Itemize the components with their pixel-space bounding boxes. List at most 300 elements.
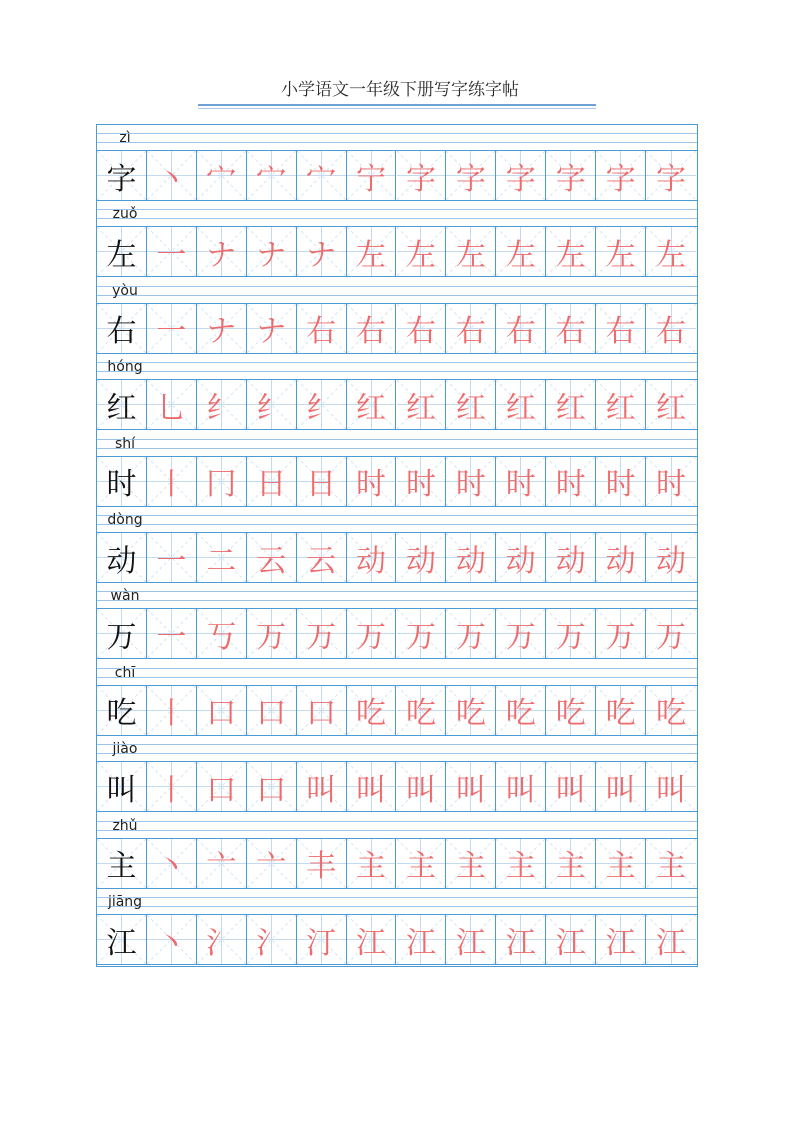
trace-cell [646,533,696,582]
trace-cell [596,227,646,276]
pinyin-label: shí [114,435,136,452]
trace-stroke-step: 主 [356,849,387,885]
pinyin-line [97,507,697,533]
trace-stroke-step: 字 [455,161,486,197]
trace-stroke-step: 右 [356,314,387,350]
trace-cell [397,839,447,888]
trace-stroke-step: 主 [405,849,436,885]
trace-cell [247,151,297,200]
trace-cell [646,304,696,353]
trace-stroke-step: 口 [206,772,237,808]
trace-stroke-step: 宀 [256,161,287,197]
practice-row [97,583,697,659]
trace-cell [147,686,197,735]
trace-stroke-step: 氵 [206,925,237,961]
pinyin-label: zì [119,130,131,146]
trace-cell [446,304,496,353]
trace-cell [496,839,546,888]
model-character: 主 [106,849,137,885]
trace-stroke-step: 亠 [206,849,237,885]
trace-cell [596,762,646,811]
practice-row [97,125,697,201]
writing-cells [97,457,697,507]
trace-stroke-step: 动 [605,543,636,579]
trace-cell [197,380,247,429]
trace-stroke-step: 叫 [505,772,536,808]
pinyin-label: chī [114,664,136,681]
trace-cell [297,457,347,506]
practice-row [97,813,697,889]
trace-cell [397,686,447,735]
practice-row [97,889,697,965]
trace-cell [496,457,546,506]
trace-stroke-step: 乚 [156,390,187,426]
trace-cell [147,609,197,658]
model-cell [97,380,147,429]
writing-cells [97,380,697,430]
trace-stroke-step: 左 [405,237,436,273]
trace-cell [397,533,447,582]
trace-stroke-step: 纟 [206,390,237,426]
writing-cells [97,762,697,812]
model-cell [97,609,147,658]
practice-row [97,431,697,507]
trace-stroke-step: 二 [206,543,237,579]
trace-cell [646,686,696,735]
trace-stroke-step: 字 [555,161,586,197]
trace-stroke-step: 主 [555,849,586,885]
trace-cell [347,762,397,811]
trace-stroke-step: ナ [256,237,287,273]
model-character: 左 [106,237,137,273]
trace-stroke-step: 纟 [306,390,337,426]
trace-cell [646,915,696,964]
trace-stroke-step: 吃 [356,696,387,732]
trace-stroke-step: 江 [505,925,536,961]
trace-stroke-step: 丶 [156,161,187,197]
trace-cell [247,609,297,658]
trace-cell [646,609,696,658]
trace-stroke-step: 叫 [356,772,387,808]
trace-cell [496,380,546,429]
trace-stroke-step: 江 [405,925,436,961]
trace-stroke-step: 右 [505,314,536,350]
practice-row [97,201,697,277]
trace-stroke-step: 主 [505,849,536,885]
trace-stroke-step: 时 [455,467,486,503]
practice-row [97,660,697,736]
trace-cell [247,227,297,276]
trace-stroke-step: 纟 [256,390,287,426]
trace-cell [247,686,297,735]
pinyin-line [97,583,697,609]
trace-cell [397,151,447,200]
model-cell [97,686,147,735]
trace-cell [147,915,197,964]
trace-cell [646,457,696,506]
pinyin-label: yòu [112,282,138,299]
writing-cells [97,915,697,965]
practice-grid [96,124,698,967]
trace-cell [446,915,496,964]
trace-stroke-step: 宀 [306,161,337,197]
trace-cell [596,380,646,429]
trace-stroke-step: 时 [505,467,536,503]
trace-cell [297,915,347,964]
trace-cell [546,151,596,200]
trace-stroke-step: 动 [405,543,436,579]
practice-row [97,736,697,812]
trace-stroke-step: 吃 [605,696,636,732]
trace-stroke-step: 日 [306,467,337,503]
model-character: 红 [106,390,137,426]
trace-stroke-step: 万 [256,619,287,655]
trace-stroke-step: 吃 [405,696,436,732]
practice-row [97,507,697,583]
trace-stroke-step: 万 [656,619,687,655]
trace-cell [446,227,496,276]
trace-stroke-step: 左 [605,237,636,273]
pinyin-label: zuǒ [112,206,138,223]
model-cell [97,304,147,353]
trace-cell [446,839,496,888]
trace-stroke-step: 云 [306,543,337,579]
trace-cell [247,762,297,811]
trace-stroke-step: 江 [356,925,387,961]
trace-stroke-step: 红 [356,390,387,426]
trace-cell [197,227,247,276]
trace-cell [147,762,197,811]
trace-stroke-step: 江 [455,925,486,961]
trace-stroke-step: 冂 [206,467,237,503]
trace-cell [197,533,247,582]
trace-stroke-step: 时 [605,467,636,503]
model-cell [97,227,147,276]
trace-cell [546,915,596,964]
trace-cell [147,304,197,353]
trace-cell [596,686,646,735]
trace-cell [197,151,247,200]
trace-stroke-step: 江 [555,925,586,961]
trace-stroke-step: 左 [555,237,586,273]
writing-cells [97,533,697,583]
trace-stroke-step: 吃 [555,696,586,732]
trace-cell [397,380,447,429]
trace-cell [397,304,447,353]
trace-stroke-step: 动 [356,543,387,579]
trace-cell [646,839,696,888]
trace-stroke-step: 红 [605,390,636,426]
pinyin-line [97,278,697,304]
trace-stroke-step: 宁 [356,161,387,197]
trace-cell [546,762,596,811]
model-cell [97,915,147,964]
trace-cell [546,380,596,429]
trace-stroke-step: 叫 [605,772,636,808]
trace-cell [596,457,646,506]
trace-cell [347,686,397,735]
trace-stroke-step: 字 [605,161,636,197]
trace-stroke-step: 字 [405,161,436,197]
pinyin-line [97,813,697,839]
trace-stroke-step: 吃 [656,696,687,732]
trace-cell [247,380,297,429]
trace-stroke-step: 宀 [206,161,237,197]
trace-stroke-step: 丰 [306,849,337,885]
trace-cell [347,457,397,506]
model-character: 右 [106,314,137,350]
trace-cell [496,227,546,276]
trace-stroke-step: 亠 [256,849,287,885]
trace-cell [297,762,347,811]
trace-stroke-step: 口 [206,696,237,732]
trace-cell [247,533,297,582]
trace-cell [496,686,546,735]
trace-stroke-step: 右 [306,314,337,350]
trace-cell [496,533,546,582]
trace-stroke-step: 一 [156,314,187,350]
trace-cell [197,686,247,735]
trace-stroke-step: 万 [306,619,337,655]
trace-cell [297,151,347,200]
trace-cell [147,533,197,582]
trace-cell [496,151,546,200]
pinyin-line [97,201,697,227]
trace-cell [596,839,646,888]
trace-cell [496,304,546,353]
trace-cell [397,915,447,964]
trace-stroke-step: 丶 [156,849,187,885]
trace-stroke-step: 主 [605,849,636,885]
pinyin-line [97,125,697,151]
trace-stroke-step: 红 [656,390,687,426]
trace-cell [147,839,197,888]
trace-stroke-step: ナ [306,237,337,273]
title-underline-thin [198,108,596,109]
trace-cell [347,380,397,429]
trace-cell [446,762,496,811]
trace-cell [247,304,297,353]
trace-stroke-step: 红 [455,390,486,426]
trace-stroke-step: 叫 [455,772,486,808]
trace-stroke-step: 一 [156,237,187,273]
writing-cells [97,609,697,659]
trace-cell [397,227,447,276]
practice-row [97,354,697,430]
trace-stroke-step: 叫 [306,772,337,808]
trace-cell [446,151,496,200]
trace-cell [197,839,247,888]
trace-cell [297,686,347,735]
trace-stroke-step: 主 [656,849,687,885]
trace-cell [446,686,496,735]
trace-stroke-step: 叫 [656,772,687,808]
trace-cell [347,304,397,353]
trace-cell [646,762,696,811]
model-character: 时 [106,467,137,503]
trace-stroke-step: 氵 [256,925,287,961]
trace-cell [496,762,546,811]
trace-cell [247,915,297,964]
model-cell [97,839,147,888]
trace-cell [147,380,197,429]
trace-cell [646,380,696,429]
trace-stroke-step: 时 [356,467,387,503]
pinyin-label: dòng [107,512,143,528]
trace-stroke-step: 左 [356,237,387,273]
trace-cell [546,533,596,582]
trace-stroke-step: 左 [505,237,536,273]
trace-stroke-step: 丶 [156,925,187,961]
trace-cell [197,915,247,964]
trace-stroke-step: 红 [405,390,436,426]
model-character: 动 [106,543,137,579]
trace-stroke-step: 万 [555,619,586,655]
pinyin-line [97,431,697,457]
writing-cells [97,151,697,201]
model-cell [97,151,147,200]
trace-stroke-step: 红 [505,390,536,426]
trace-stroke-step: 叫 [555,772,586,808]
trace-stroke-step: 时 [656,467,687,503]
trace-cell [646,151,696,200]
trace-cell [147,227,197,276]
trace-cell [397,457,447,506]
pinyin-line [97,660,697,686]
pinyin-line [97,736,697,762]
trace-stroke-step: 万 [505,619,536,655]
writing-cells [97,304,697,354]
trace-cell [496,915,546,964]
trace-cell [446,533,496,582]
trace-cell [197,762,247,811]
trace-cell [297,533,347,582]
trace-cell [546,457,596,506]
trace-stroke-step: 丨 [156,696,187,732]
trace-stroke-step: ナ [256,314,287,350]
trace-cell [347,151,397,200]
trace-stroke-step: 右 [405,314,436,350]
trace-stroke-step: 字 [656,161,687,197]
trace-cell [347,839,397,888]
trace-cell [347,609,397,658]
trace-stroke-step: 万 [405,619,436,655]
trace-stroke-step: 江 [656,925,687,961]
trace-stroke-step: 左 [455,237,486,273]
trace-cell [646,227,696,276]
pinyin-label: zhǔ [112,817,138,834]
trace-stroke-step: 右 [455,314,486,350]
trace-stroke-step: 云 [256,543,287,579]
trace-cell [397,762,447,811]
trace-stroke-step: 吃 [505,696,536,732]
trace-stroke-step: 丂 [206,619,237,655]
trace-cell [297,304,347,353]
trace-cell [596,151,646,200]
trace-stroke-step: 汀 [306,925,337,961]
trace-cell [446,609,496,658]
trace-cell [546,609,596,658]
trace-cell [197,457,247,506]
trace-stroke-step: 红 [555,390,586,426]
trace-cell [446,380,496,429]
pinyin-line [97,889,697,915]
trace-cell [197,304,247,353]
model-cell [97,457,147,506]
trace-cell [247,839,297,888]
trace-cell [347,533,397,582]
trace-cell [147,457,197,506]
trace-cell [347,227,397,276]
trace-cell [247,457,297,506]
trace-stroke-step: 一 [156,543,187,579]
trace-stroke-step: 丨 [156,467,187,503]
trace-stroke-step: 江 [605,925,636,961]
trace-cell [446,457,496,506]
writing-cells [97,227,697,277]
writing-cells [97,839,697,889]
pinyin-line [97,354,697,380]
trace-stroke-step: ナ [206,237,237,273]
pinyin-label: hóng [107,359,143,376]
trace-stroke-step: 动 [555,543,586,579]
trace-cell [496,609,546,658]
trace-stroke-step: 左 [656,237,687,273]
trace-cell [197,609,247,658]
trace-stroke-step: 时 [555,467,586,503]
model-character: 江 [106,925,137,961]
trace-cell [546,839,596,888]
trace-stroke-step: 右 [605,314,636,350]
trace-cell [297,839,347,888]
trace-stroke-step: 动 [505,543,536,579]
trace-stroke-step: 一 [156,619,187,655]
trace-stroke-step: 右 [555,314,586,350]
trace-stroke-step: 口 [256,696,287,732]
trace-stroke-step: 万 [455,619,486,655]
model-character: 万 [106,619,137,655]
trace-cell [546,227,596,276]
title-underline [198,104,596,106]
trace-stroke-step: 叫 [405,772,436,808]
trace-stroke-step: 动 [455,543,486,579]
trace-stroke-step: 吃 [455,696,486,732]
pinyin-label: jiào [112,741,138,758]
trace-cell [347,915,397,964]
trace-stroke-step: 日 [256,467,287,503]
trace-cell [147,151,197,200]
trace-stroke-step: 万 [356,619,387,655]
pinyin-label: jiāng [107,894,143,910]
trace-stroke-step: 主 [455,849,486,885]
trace-stroke-step: 右 [656,314,687,350]
trace-cell [596,304,646,353]
trace-stroke-step: ナ [206,314,237,350]
trace-cell [297,609,347,658]
trace-cell [546,304,596,353]
trace-cell [397,609,447,658]
trace-stroke-step: 字 [505,161,536,197]
trace-cell [297,380,347,429]
model-character: 字 [106,161,137,197]
trace-stroke-step: 丨 [156,772,187,808]
writing-cells [97,686,697,736]
trace-stroke-step: 口 [306,696,337,732]
trace-cell [596,533,646,582]
trace-stroke-step: 口 [256,772,287,808]
trace-stroke-step: 时 [405,467,436,503]
trace-stroke-step: 动 [656,543,687,579]
